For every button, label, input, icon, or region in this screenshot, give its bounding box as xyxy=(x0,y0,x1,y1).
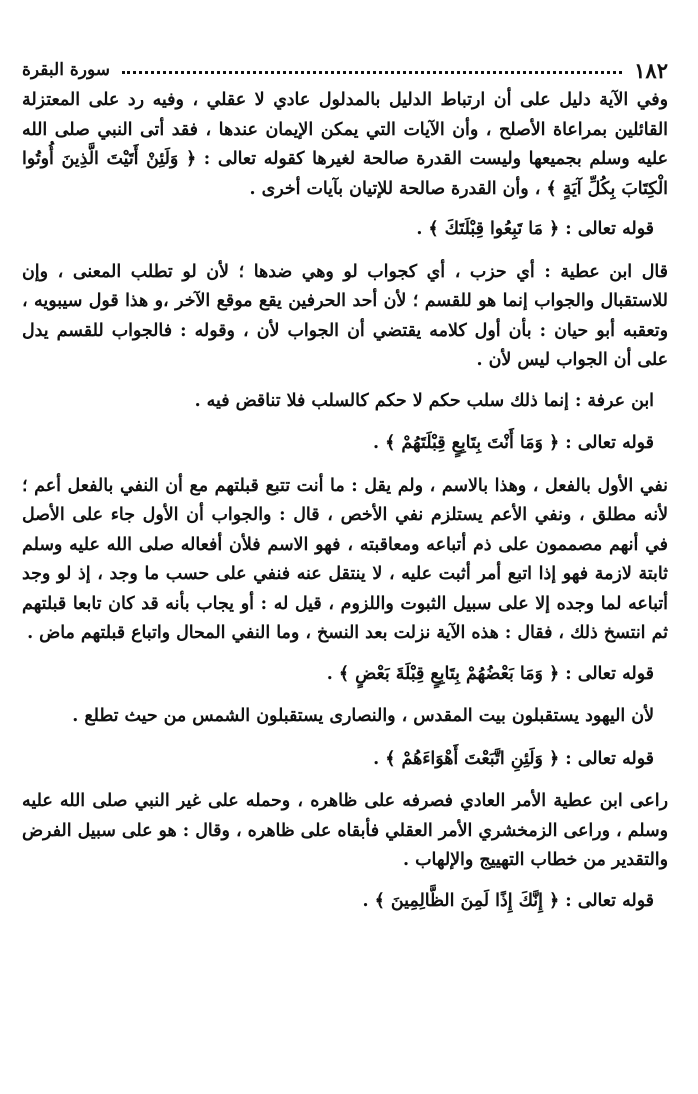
verse-heading: قوله تعالى : ﴿ وَلَئِنِ اتَّبَعْتَ أَهْوَاءَهُمْ ﴾ . xyxy=(373,748,654,769)
verse-heading: قوله تعالى : ﴿ إِنَّكَ إِذًا لَمِنَ الظَّالِمِينَ ﴾ . xyxy=(362,890,654,911)
verse-heading: قوله تعالى : ﴿ مَا تَبِعُوا قِبْلَتَكَ ﴾ . xyxy=(416,219,654,239)
paragraph: راعى ابن عطية الأمر العادي فصرفه على ظاهره ، وحمله على غير النبي صلى الله عليه وسلم ، وراعى الزمخشري الأمر العقلي فأبقاه على ظاهره ، وقال : هو على سبيل الفرض والتقدير من خطاب التهييج والإلهاب . xyxy=(21,791,668,870)
paragraph: قال ابن عطية : أي حزب ، أي كجواب لو وهي ضدها ؛ لأن لو تطلب المعنى ، وإن للاستقبال والجواب إنما هو للقسم ؛ لأن أحد الحرفين يقع موقع الآخر ،و هذا قول سيبويه ، وتعقبه أبو حيان : بأن أول كلامه يقتضي أن الجواب لأن ، وقوله : فالجواب للقسم يدل على أن الجواب ليس لأن . xyxy=(22,261,668,370)
surah-title: سورة البقرة xyxy=(22,60,110,80)
verse-heading: قوله تعالى : ﴿ وَمَا أَنْتَ بِتَابِعٍ قِبْلَتَهُمْ ﴾ . xyxy=(373,433,654,453)
page-number: ١٨٢ xyxy=(634,57,668,83)
paragraph: وفي الآية دليل على أن ارتباط الدليل بالمدلول عادي لا عقلي ، وفيه رد على المعتزلة القائلين بمراعاة الأصلح ، وأن الآيات التي يمكن الإيمان عندها ، فقد أتى النبي صلى الله عليه وسلم بجميعها وليست القدرة صالحة لغيرها كقوله تعالى : ﴿ وَلَئِنْ أَتَيْتَ الَّذِينَ أُوتُوا الْكِتَابَ بِكُلِّ آيَةٍ ﴾ ، وأن القدرة صالحة للإتيان بآيات أخرى . xyxy=(22,90,668,199)
header-dotted-rule xyxy=(122,71,622,74)
page-header xyxy=(22,58,668,82)
verse-heading: قوله تعالى : ﴿ وَمَا بَعْضُهُمْ بِتَابِعٍ قِبْلَةَ بَعْضٍ ﴾ . xyxy=(326,663,654,684)
paragraph: نفي الأول بالفعل ، وهذا بالاسم ، ولم يقل : ما أنت تتبع قبلتهم مع أن النفي بالفعل أعم ؛ لأنه مطلق ، ونفي الأعم يستلزم نفي الأخص ، قال : والجواب أن الأول جاء على الأصل في أنهم مصممون على ذم أتباعه ومعاقبته ، فهو الاسم فلأن أفعاله صلى الله عليه وسلم ثابتة لازمة فهو إذا اتبع أمر أثبت عليه ، لا ينتقل عنه فنفي على حسب ما وجد ، إذ لو وجد أتباعه لما وجده إلا على سبيل الثبوت واللزوم ، قيل له : أو يجاب بأنه قد كان تابعا قبلتهم ثم انتسخ ذلك ، فقال : هذه الآية نزلت بعد النسخ ، وما النفي المحال واتباع قبلتهم ماض . xyxy=(22,475,668,643)
paragraph: لأن اليهود يستقبلون بيت المقدس ، والنصارى يستقبلون الشمس من حيث تطلع . xyxy=(72,706,654,726)
paragraph: ابن عرفة : إنما ذلك سلب حكم لا حكم كالسلب فلا تناقض فيه . xyxy=(194,390,654,411)
page-body xyxy=(22,86,668,929)
